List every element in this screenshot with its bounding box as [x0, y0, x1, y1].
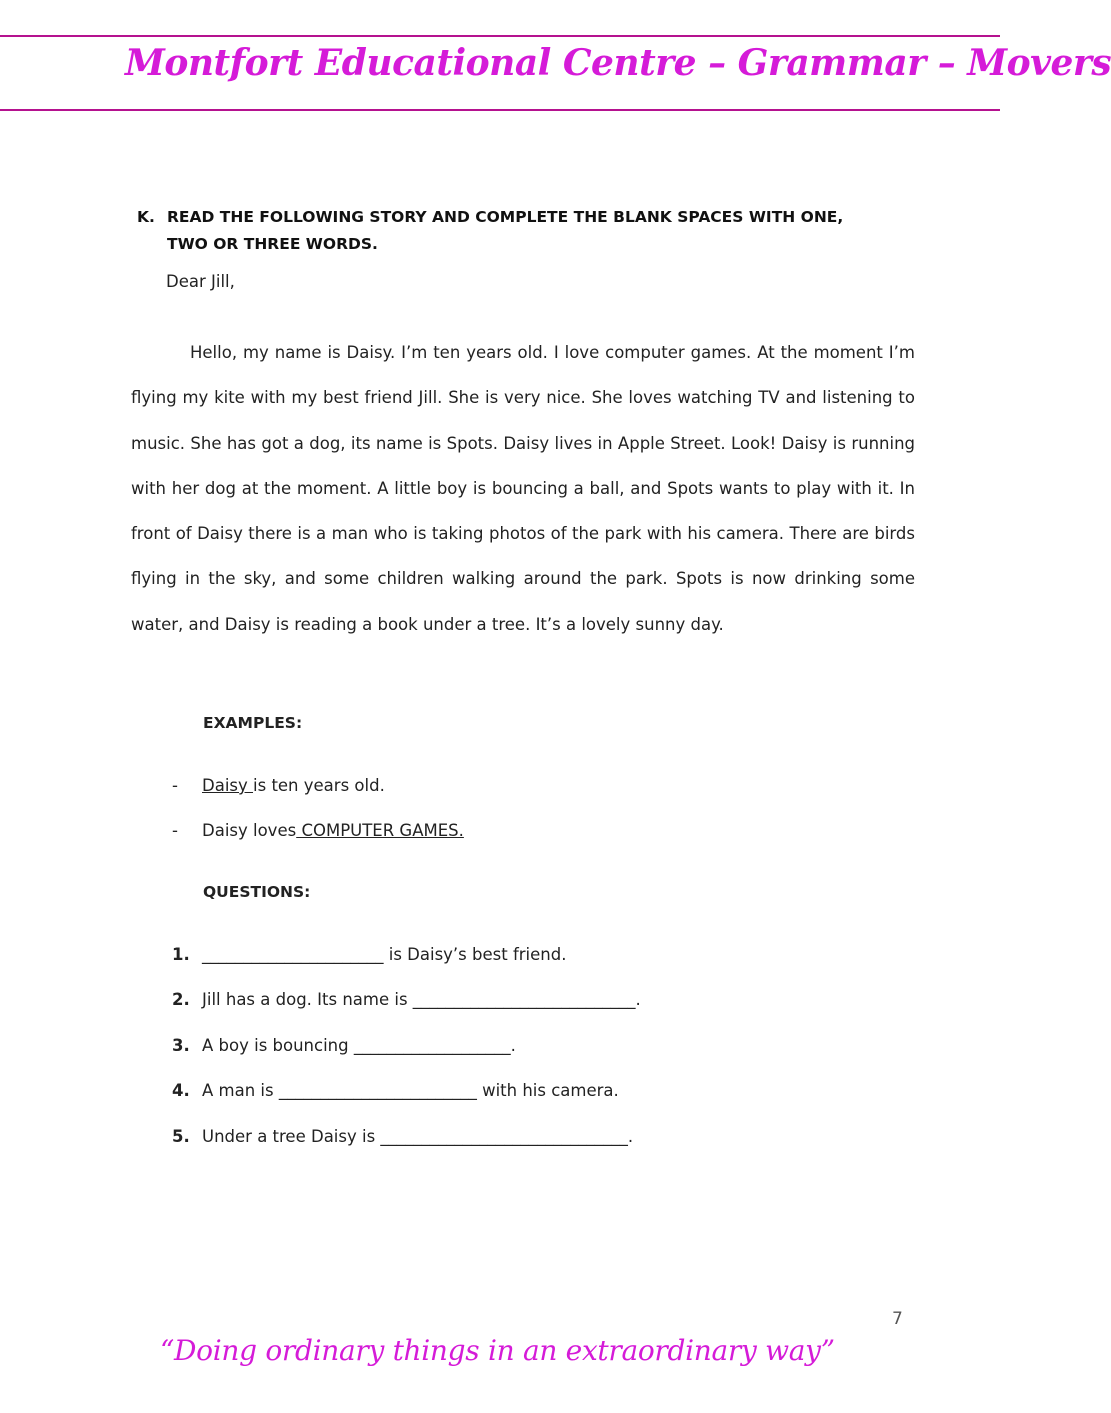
section-heading-line2: TWO OR THREE WORDS. [167, 235, 378, 253]
section-heading [137, 204, 857, 258]
letter-salutation: Dear Jill, [166, 272, 235, 291]
question-item [172, 1036, 516, 1055]
section-heading-line1: READ THE FOLLOWING STORY AND COMPLETE THE BLANK SPACES WITH ONE, [167, 208, 844, 226]
question-text[interactable]: ______________________ is Daisy’s best friend. [202, 945, 567, 964]
question-item [172, 1081, 619, 1100]
page-number: 7 [892, 1309, 903, 1329]
question-text[interactable]: Under a tree Daisy is ______________________________. [202, 1127, 634, 1146]
question-item [172, 1127, 633, 1146]
list-dash: - [172, 821, 178, 840]
question-text[interactable]: A boy is bouncing ___________________. [202, 1036, 516, 1055]
example-item [172, 776, 385, 795]
page-title: Montfort Educational Centre – Grammar – Movers [125, 42, 1111, 84]
story-paragraph: Hello, my name is Daisy. I’m ten years old. I love computer games. At the moment I’m flying my kite with my best friend Jill. She is very nice. She loves watching TV and listening to music. She has got a dog, its name is Spots. Daisy lives in Apple Street. Look! Daisy is running with her dog at the moment. A little boy is bouncing a ball, and Spots wants to play with it. In front of Daisy there is a man who is taking photos of the park with his camera. There are birds flying in the sky, and some children walking around the park. Spots is now drinking some water, and Daisy is reading a book under a tree. It’s a lovely sunny day. [131, 343, 915, 634]
question-item [172, 990, 641, 1009]
example-answer: Daisy [202, 776, 254, 795]
section-letter: K. [137, 208, 155, 226]
question-number: 3. [172, 1036, 190, 1055]
question-text[interactable]: A man is ________________________ with his camera. [202, 1081, 619, 1100]
questions-heading: QUESTIONS: [203, 883, 311, 901]
example-answer: COMPUTER GAMES. [296, 821, 464, 840]
question-text[interactable]: Jill has a dog. Its name is ___________________________. [202, 990, 641, 1009]
examples-heading: EXAMPLES: [203, 714, 303, 732]
example-item [172, 821, 464, 840]
question-number: 5. [172, 1127, 190, 1146]
question-item [172, 945, 566, 964]
footer-quote: “Doing ordinary things in an extraordinary way” [160, 1334, 835, 1367]
question-number: 4. [172, 1081, 190, 1100]
question-number: 2. [172, 990, 190, 1009]
example-text: Daisy loves [202, 821, 297, 840]
example-text: is ten years old. [253, 776, 385, 795]
question-number: 1. [172, 945, 190, 964]
list-dash: - [172, 776, 178, 795]
